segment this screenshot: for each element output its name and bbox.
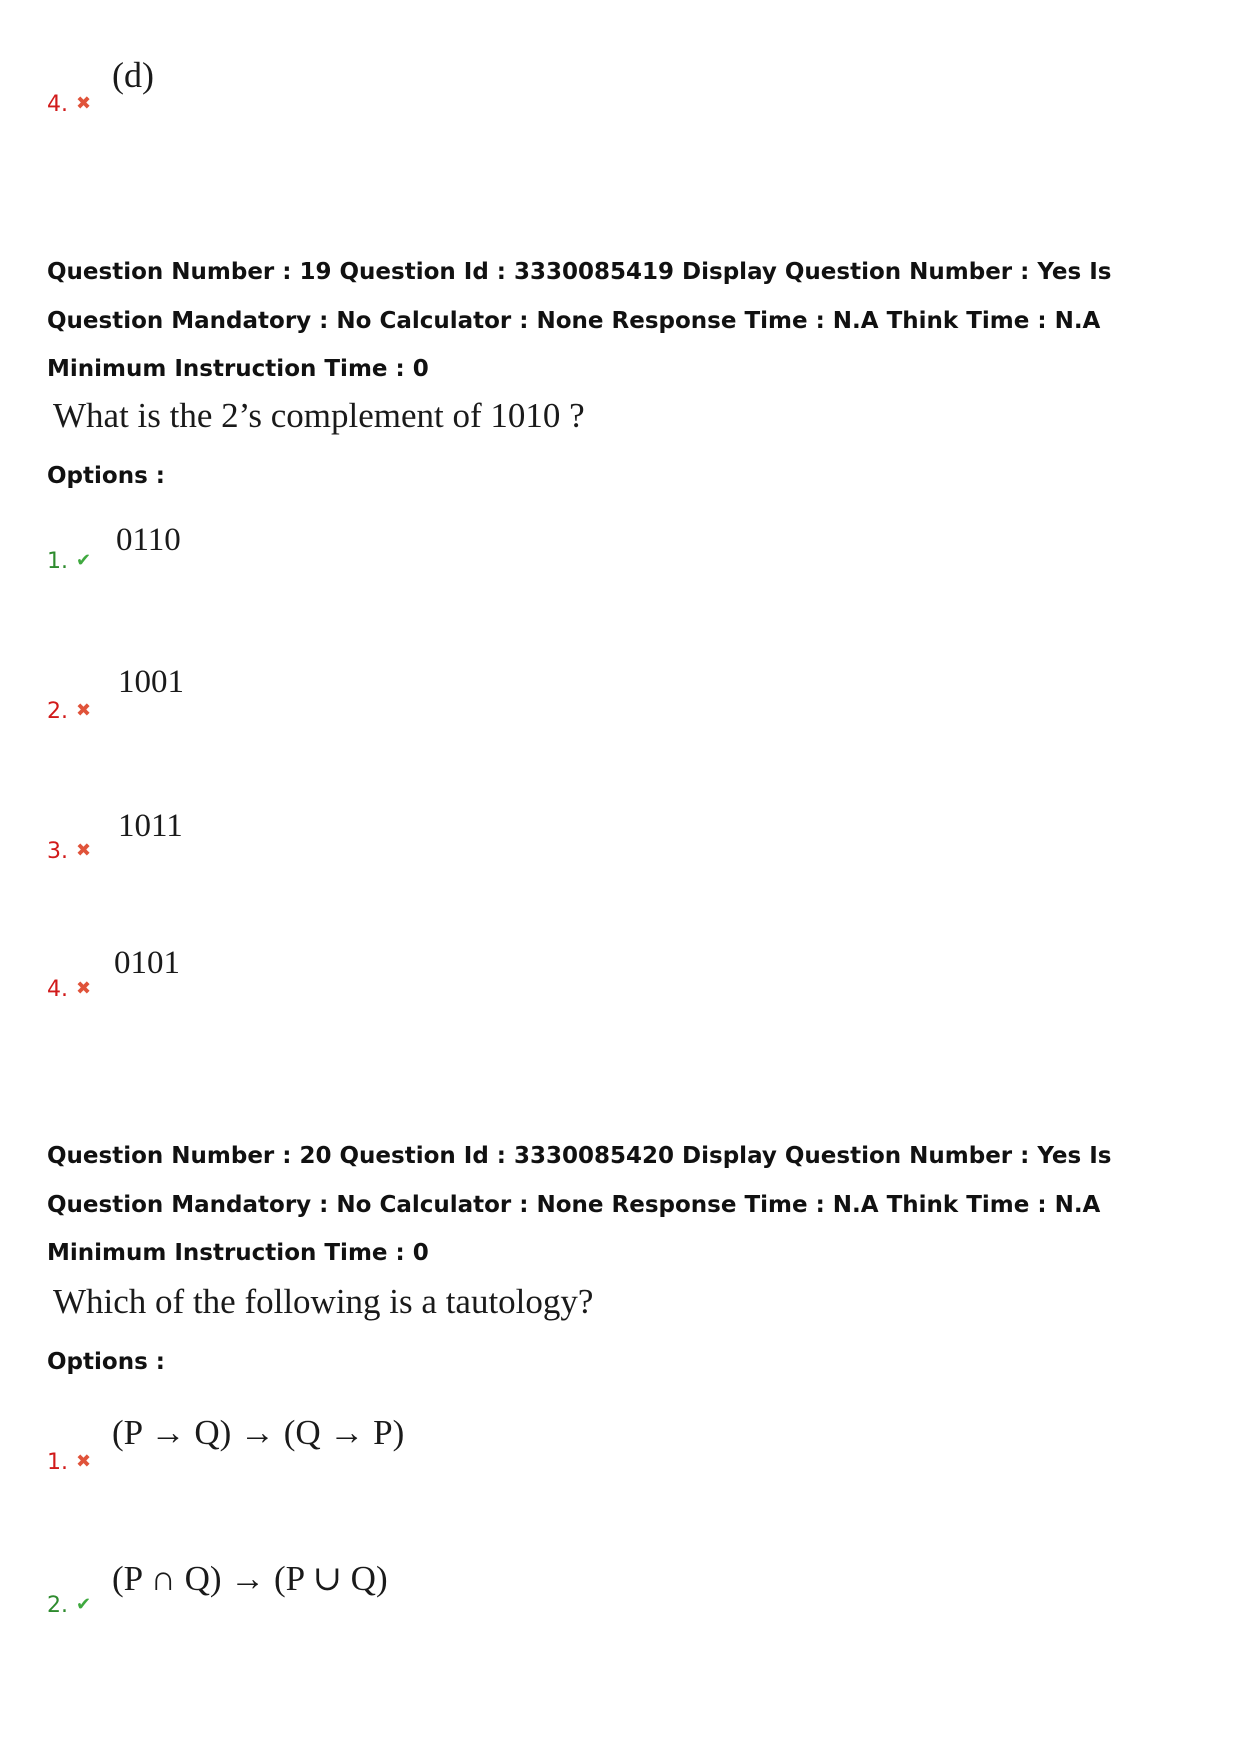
q20-question-text: Which of the following is a tautology? (53, 1282, 594, 1321)
wrong-mark-icon: ✖ (76, 700, 92, 721)
prev-option-4-content: (d) (112, 55, 154, 95)
q19-question-text: What is the 2’s complement of 1010 ? (53, 396, 585, 435)
prev-option-4-number (47, 91, 91, 118)
option-number: 4. (47, 977, 68, 1002)
q20-option-1-content: (P → Q) → (Q → P) (112, 1413, 405, 1452)
correct-mark-icon: ✔ (76, 550, 92, 571)
correct-mark-icon: ✔ (76, 1594, 92, 1615)
option-number: 1. (47, 549, 68, 574)
wrong-mark-icon: ✖ (76, 840, 92, 861)
q19-option-2-content: 1001 (118, 664, 184, 700)
option-number: 1. (47, 1450, 68, 1475)
q19-option-1-content: 0110 (116, 522, 181, 558)
q19-option-3-number (47, 838, 91, 865)
q19-option-4-content: 0101 (114, 945, 180, 981)
q20-option-1-number (47, 1449, 91, 1476)
wrong-mark-icon: ✖ (76, 978, 92, 999)
q19-option-1-number (47, 548, 91, 575)
q19-option-2-number (47, 698, 91, 725)
option-number: 2. (47, 699, 68, 724)
option-number: 4. (47, 92, 68, 117)
option-number: 2. (47, 1593, 68, 1618)
q19-metadata: Question Number : 19 Question Id : 3330085419 Display Question Number : Yes Is Question Mandatory : No Calculator : None Response Time : N.A Think Time : N.A Minimum Instruction Time : 0 (47, 259, 1112, 382)
option-number: 3. (47, 839, 68, 864)
wrong-mark-icon: ✖ (76, 1451, 92, 1472)
wrong-mark-icon: ✖ (76, 93, 92, 114)
q20-option-2-content: (P ∩ Q) → (P ∪ Q) (112, 1559, 388, 1598)
q20-metadata: Question Number : 20 Question Id : 3330085420 Display Question Number : Yes Is Question Mandatory : No Calculator : None Response Time : N.A Think Time : N.A Minimum Instruction Time : 0 (47, 1143, 1112, 1266)
q20-options-label: Options : (47, 1349, 165, 1375)
q20-option-2-number (47, 1592, 91, 1619)
q19-options-label: Options : (47, 463, 165, 489)
q19-option-4-number (47, 976, 91, 1003)
q19-option-3-content: 1011 (118, 808, 183, 844)
